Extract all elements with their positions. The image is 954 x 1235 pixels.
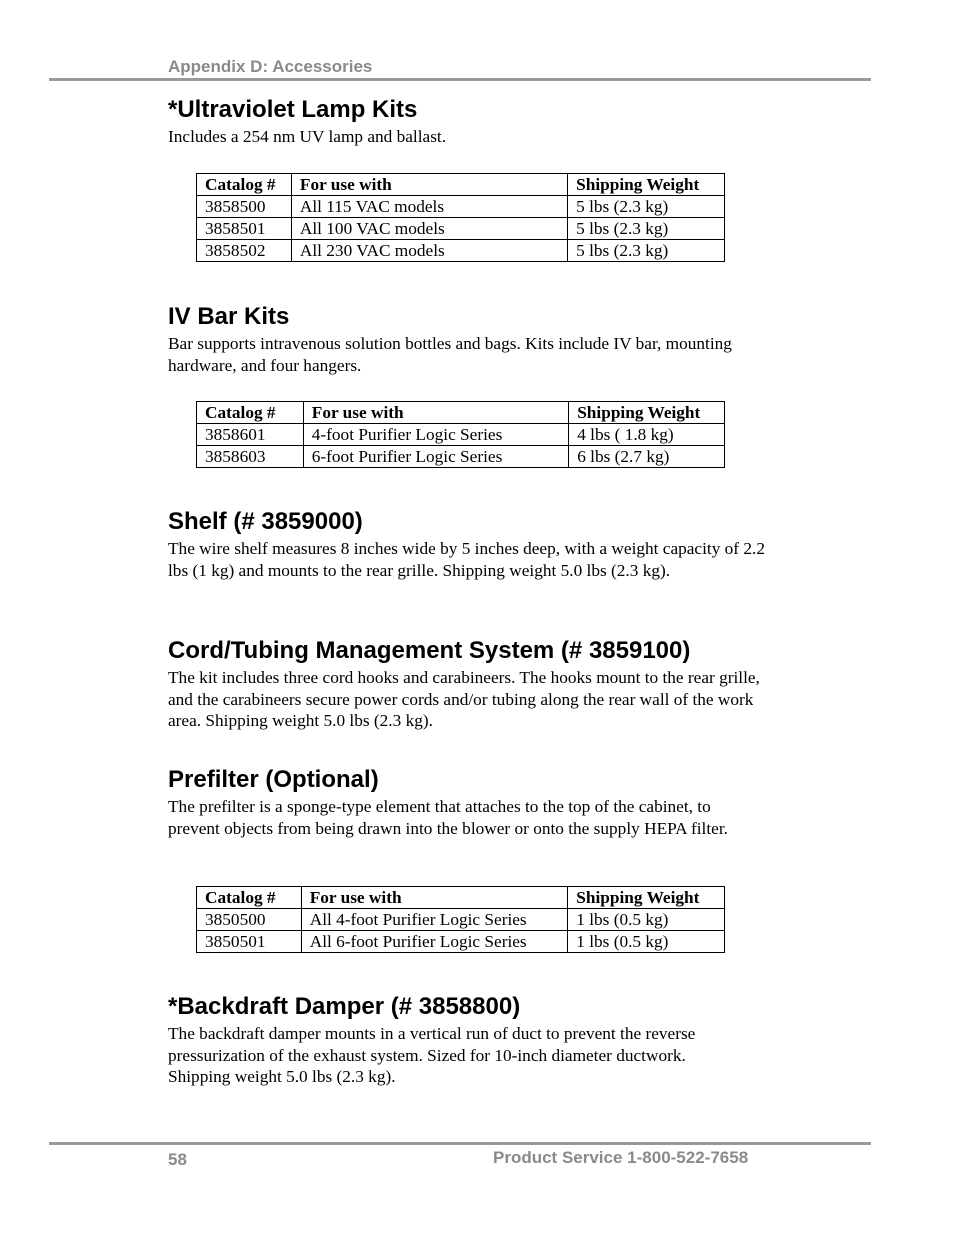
table-cell: All 6-foot Purifier Logic Series (301, 931, 568, 953)
column-header: Catalog # (197, 887, 302, 909)
table-cell: 4 lbs ( 1.8 kg) (569, 424, 725, 446)
table-row (197, 196, 725, 218)
service-phone: Product Service 1-800-522-7658 (493, 1148, 749, 1167)
section-shelf (168, 508, 768, 581)
iv-bar-table (196, 401, 725, 468)
table-row (197, 446, 725, 468)
table-row (197, 218, 725, 240)
table-cell: 3858603 (197, 446, 304, 468)
section-body: The wire shelf measures 8 inches wide by 5 inches deep, with a weight capacity of 2.2 lbs (1 kg) and mounts to the rear grille. Shipping weight 5.0 lbs (2.3 kg). (168, 539, 765, 580)
section-title: Prefilter (Optional) (168, 766, 379, 793)
table-cell: 3858601 (197, 424, 304, 446)
table-cell: 6-foot Purifier Logic Series (303, 446, 568, 468)
table-cell: 5 lbs (2.3 kg) (568, 218, 725, 240)
table-row (197, 909, 725, 931)
table-header-row (197, 402, 725, 424)
column-header: Shipping Weight (569, 402, 725, 424)
footer-rule (49, 1142, 871, 1145)
section-title: Cord/Tubing Management System (# 3859100) (168, 637, 691, 664)
table-cell: All 230 VAC models (291, 240, 567, 262)
table-cell: 1 lbs (0.5 kg) (568, 909, 725, 931)
section-body: The kit includes three cord hooks and carabineers. The hooks mount to the rear grille, and the carabineers secure power cords and/or tubing along the rear wall of the work area. Shipping weight 5.0 lbs (2.3 kg). (168, 668, 760, 730)
section-uv-lamp-kits (168, 96, 768, 148)
section-body: The prefilter is a sponge-type element that attaches to the top of the cabinet, to prevent objects from being drawn into the blower or onto the supply HEPA filter. (168, 797, 728, 838)
column-header: Shipping Weight (568, 174, 725, 196)
header-rule (49, 78, 871, 81)
section-body: The backdraft damper mounts in a vertical run of duct to prevent the reverse pressurization of the exhaust system. Sized for 10-inch diameter ductwork. Shipping weight 5.0 lbs (2.3 kg). (168, 1024, 696, 1086)
table-cell: 4-foot Purifier Logic Series (303, 424, 568, 446)
column-header: For use with (291, 174, 567, 196)
column-header: For use with (301, 887, 568, 909)
table-cell: All 100 VAC models (291, 218, 567, 240)
uv-lamp-table (196, 173, 725, 262)
table-row (197, 240, 725, 262)
section-title: Shelf (# 3859000) (168, 508, 363, 535)
column-header: Catalog # (197, 402, 304, 424)
table-header-row (197, 174, 725, 196)
table-cell: 3858500 (197, 196, 292, 218)
section-body: Includes a 254 nm UV lamp and ballast. (168, 127, 447, 146)
table-cell: 6 lbs (2.7 kg) (569, 446, 725, 468)
column-header: Catalog # (197, 174, 292, 196)
section-title: IV Bar Kits (168, 303, 290, 330)
page-number: 58 (168, 1150, 187, 1169)
prefilter-table (196, 886, 725, 953)
table-row (197, 931, 725, 953)
table-cell: 3858502 (197, 240, 292, 262)
table-cell: 1 lbs (0.5 kg) (568, 931, 725, 953)
table-cell: All 115 VAC models (291, 196, 567, 218)
table-header-row (197, 887, 725, 909)
section-title: *Backdraft Damper (# 3858800) (168, 993, 521, 1020)
table-cell: 5 lbs (2.3 kg) (568, 240, 725, 262)
column-header: Shipping Weight (568, 887, 725, 909)
table-row (197, 424, 725, 446)
table-cell: 5 lbs (2.3 kg) (568, 196, 725, 218)
table-cell: 3858501 (197, 218, 292, 240)
table-cell: 3850500 (197, 909, 302, 931)
table-cell: 3850501 (197, 931, 302, 953)
section-iv-bar-kits (168, 303, 768, 376)
running-head: Appendix D: Accessories (168, 57, 373, 76)
section-prefilter (168, 766, 758, 839)
section-title: *Ultraviolet Lamp Kits (168, 96, 418, 123)
table-cell: All 4-foot Purifier Logic Series (301, 909, 568, 931)
column-header: For use with (303, 402, 568, 424)
section-backdraft-damper (168, 993, 748, 1088)
section-cord-tubing (168, 637, 768, 732)
section-body: Bar supports intravenous solution bottles and bags. Kits include IV bar, mounting hardware, and four hangers. (168, 334, 732, 375)
